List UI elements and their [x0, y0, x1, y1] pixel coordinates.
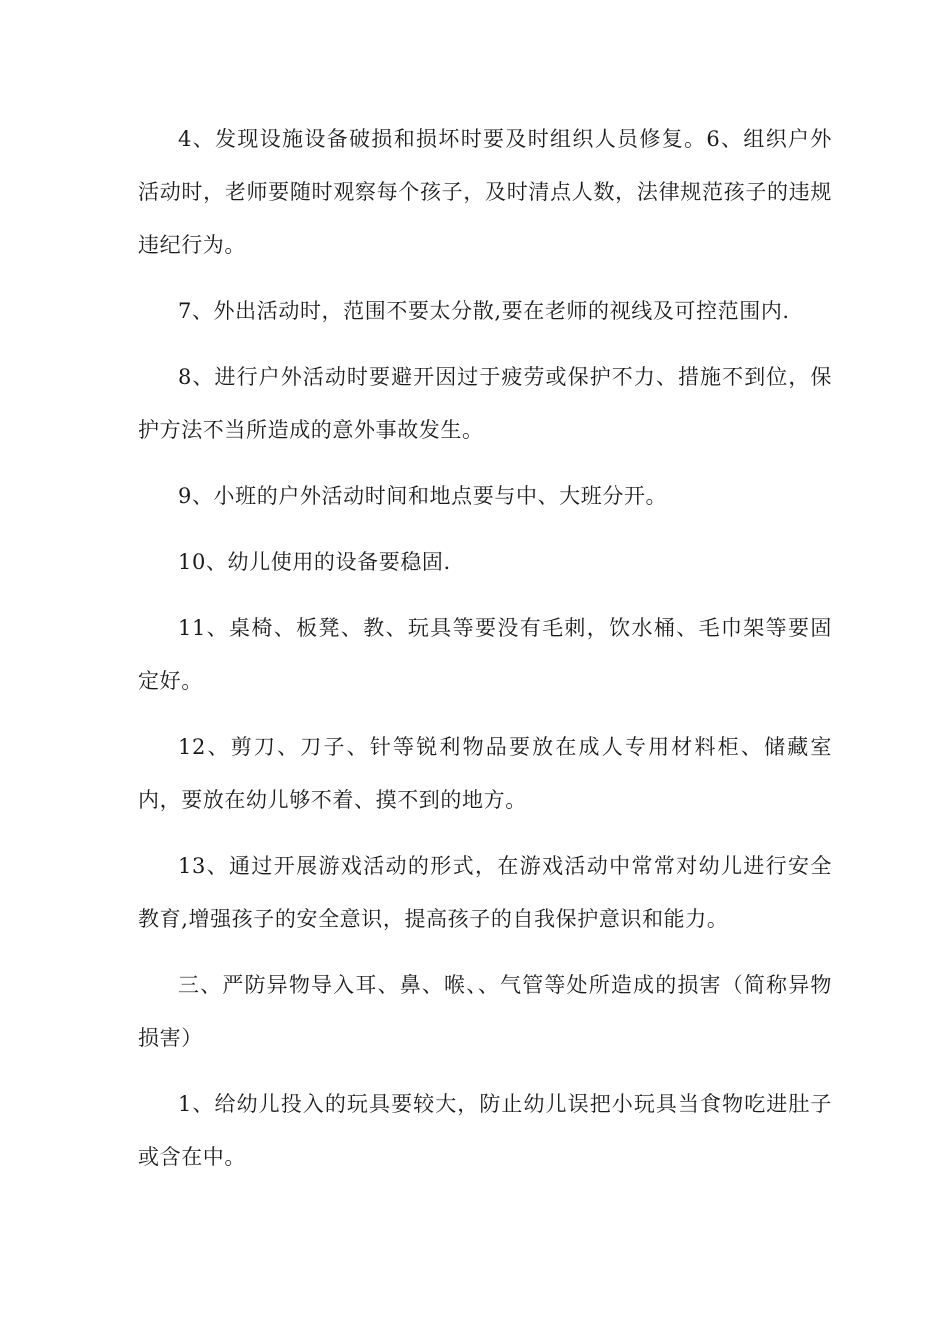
paragraph-item-7: 7、外出活动时，范围不要太分散,要在老师的视线及可控范围内.: [178, 299, 790, 323]
paragraph-item-11: 11、桌椅、板凳、教、玩具等要没有毛刺，饮水桶、毛巾架等要固定好。: [138, 616, 832, 693]
paragraph-item-4: 4、发现设施设备破损和损坏时要及时组织人员修复。6、组织户外活动时，老师要随时观察每个孩子，及时清点人数，法律规范孩子的违规违纪行为。: [138, 127, 832, 257]
document-body: [138, 113, 832, 1197]
paragraph-item-1: 1、给幼儿投入的玩具要较大，防止幼儿误把小玩具当食物吃进肚子或含在中。: [138, 1092, 832, 1169]
paragraph-item-13: 13、通过开展游戏活动的形式，在游戏活动中常常对幼儿进行安全教育,增强孩子的安全意识，提高孩子的自我保护意识和能力。: [138, 854, 832, 931]
section-heading-3: 三、严防异物导入耳、鼻、喉、、气管等处所造成的损害（简称异物损害）: [138, 973, 832, 1050]
paragraph-item-12: 12、剪刀、刀子、针等锐利物品要放在成人专用材料柜、储藏室内，要放在幼儿够不着、摸不到的地方。: [138, 735, 832, 812]
paragraph-item-9: 9、小班的户外活动时间和地点要与中、大班分开。: [178, 484, 668, 508]
paragraph-item-10: 10、幼儿使用的设备要稳固.: [178, 550, 451, 574]
paragraph-item-8: 8、进行户外活动时要避开因过于疲劳或保护不力、措施不到位，保护方法不当所造成的意外事故发生。: [138, 365, 832, 442]
